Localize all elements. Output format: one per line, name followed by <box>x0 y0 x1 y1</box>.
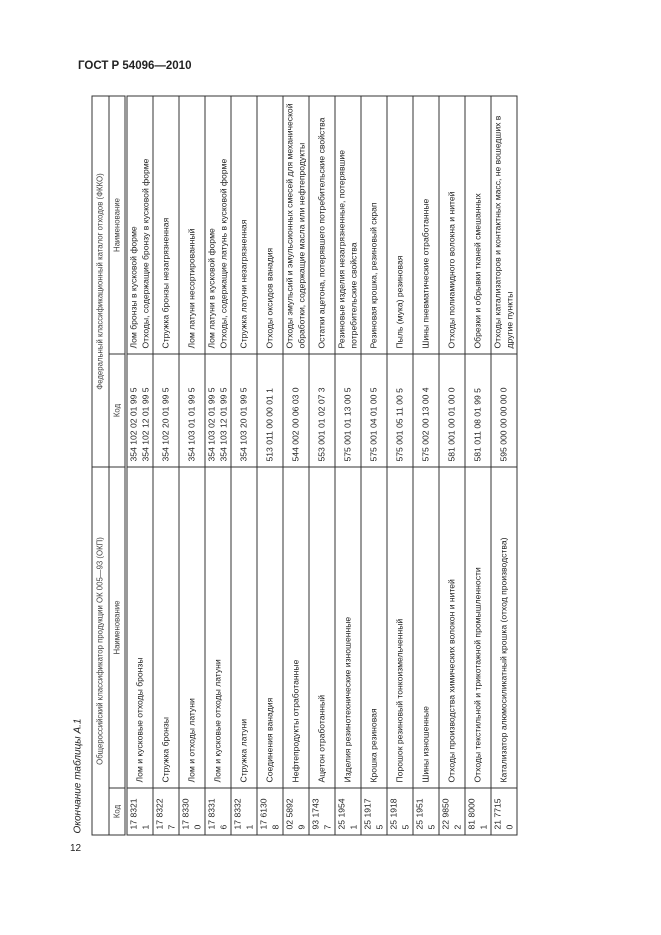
fkko-code-cell: 575 001 04 01 00 5 <box>361 354 387 467</box>
classification-table <box>91 95 517 835</box>
okp-code-cell: 17 8330 0 <box>179 788 205 835</box>
fkko-code-cell: 354 103 01 01 99 5 <box>179 354 205 467</box>
fkko-name-cell: Лом латуни в кусковой форме Отходы, содержащие латунь в кусковой форме <box>205 96 231 354</box>
header-fkko-group: Федеральный классификационный каталог отходов (ФККО) <box>92 96 109 467</box>
fkko-code-cell: 354 103 20 01 99 5 <box>231 354 257 467</box>
okp-code-cell: 21 7715 0 <box>491 788 517 835</box>
okp-name-cell: Отходы текстильной и трикотажной промышленности <box>465 467 491 788</box>
okp-name-cell: Соединения ванадия <box>257 467 283 788</box>
okp-code-cell: 17 8332 1 <box>231 788 257 835</box>
okp-name-cell: Стружка бронзы <box>153 467 179 788</box>
fkko-name-cell: Отходы оксидов ванадия <box>257 96 283 354</box>
header-okp-name: Наименование <box>108 467 126 788</box>
fkko-code-cell: 354 102 02 01 99 5 354 102 12 01 99 5 <box>126 354 153 467</box>
fkko-code-cell: 354 103 02 01 99 5 354 103 12 01 99 5 <box>205 354 231 467</box>
document-title: ГОСТ Р 54096—2010 <box>78 60 192 72</box>
okp-name-cell: Лом и кусковые отходы латуни <box>205 467 231 788</box>
okp-name-cell: Крошка резиновая <box>361 467 387 788</box>
fkko-name-cell: Отходы катализаторов и контактных масс, не вошедших в другие пункты <box>491 96 517 354</box>
okp-name-cell: Лом и отходы латуни <box>179 467 205 788</box>
fkko-code-cell: 553 001 01 02 07 3 <box>309 354 335 467</box>
fkko-name-cell: Стружка бронзы незагрязненная <box>153 96 179 354</box>
table-caption: Окончание таблицы А.1 <box>72 718 83 833</box>
fkko-code-cell: 575 002 00 13 00 4 <box>413 354 439 467</box>
table-row <box>257 96 283 835</box>
table-row <box>387 96 413 835</box>
fkko-name-cell: Шины пневматические отработанные <box>413 96 439 354</box>
table-row <box>205 96 231 835</box>
fkko-code-cell: 581 001 00 01 00 0 <box>439 354 465 467</box>
table-row <box>491 96 517 835</box>
header-okp-code: Код <box>108 788 126 835</box>
okp-code-cell: 17 8321 1 <box>126 788 153 835</box>
okp-name-cell: Лом и кусковые отходы бронзы <box>126 467 153 788</box>
okp-name-cell: Катализатор алюмосиликатный крошка (отход производства) <box>491 467 517 788</box>
okp-code-cell: 25 1918 5 <box>387 788 413 835</box>
okp-code-cell: 02 5892 9 <box>283 788 309 835</box>
table-row <box>465 96 491 835</box>
okp-code-cell: 25 1954 1 <box>335 788 361 835</box>
fkko-code-cell: 575 001 05 11 00 5 <box>387 354 413 467</box>
fkko-name-cell: Резиновая крошка, резиновый скрап <box>361 96 387 354</box>
fkko-code-cell: 595 000 00 00 00 0 <box>491 354 517 467</box>
okp-name-cell: Стружка латуни <box>231 467 257 788</box>
header-fkko-name: Наименование <box>108 96 126 354</box>
okp-code-cell: 17 6130 8 <box>257 788 283 835</box>
fkko-name-cell: Пыль (мука) резиновая <box>387 96 413 354</box>
table-row <box>153 96 179 835</box>
okp-code-cell: 25 1917 5 <box>361 788 387 835</box>
okp-name-cell: Отходы производства химических волокон и нитей <box>439 467 465 788</box>
fkko-name-cell: Отходы эмульсий и эмульсионных смесей для механической обработки, содержащие масла или нефтепродукты <box>283 96 309 354</box>
table-row <box>283 96 309 835</box>
table-row <box>413 96 439 835</box>
okp-code-cell: 22 9850 2 <box>439 788 465 835</box>
okp-code-cell: 93 1743 7 <box>309 788 335 835</box>
page-number: 12 <box>70 843 82 854</box>
fkko-code-cell: 513 011 00 00 01 1 <box>257 354 283 467</box>
header-fkko-code: Код <box>108 354 126 467</box>
okp-name-cell: Шины изношенные <box>413 467 439 788</box>
rotated-table-block <box>65 95 514 835</box>
okp-name-cell: Ацетон отработанный <box>309 467 335 788</box>
table-row <box>309 96 335 835</box>
okp-code-cell: 25 1951 5 <box>413 788 439 835</box>
okp-code-cell: 17 8322 7 <box>153 788 179 835</box>
table-row <box>126 96 153 835</box>
table-row <box>361 96 387 835</box>
okp-name-cell: Нефтепродукты отработанные <box>283 467 309 788</box>
table-row <box>231 96 257 835</box>
fkko-code-cell: 575 001 01 13 00 5 <box>335 354 361 467</box>
fkko-name-cell: Стружка латуни незагрязненная <box>231 96 257 354</box>
okp-code-cell: 17 8331 6 <box>205 788 231 835</box>
fkko-code-cell: 544 002 00 06 03 0 <box>283 354 309 467</box>
table-row <box>179 96 205 835</box>
fkko-name-cell: Лом бронзы в кусковой форме Отходы, содержащие бронзу в кусковой форме <box>126 96 153 354</box>
table-row <box>335 96 361 835</box>
fkko-name-cell: Резиновые изделия незагрязненные, потерявшие потребительские свойства <box>335 96 361 354</box>
fkko-name-cell: Отходы полиамидного волокна и нитей <box>439 96 465 354</box>
header-okp-group: Общероссийский классификатор продукции ОК 005—93 (ОКП) <box>92 467 109 835</box>
table-row <box>439 96 465 835</box>
okp-name-cell: Изделия резинотехнические изношенные <box>335 467 361 788</box>
fkko-code-cell: 581 011 08 01 99 5 <box>465 354 491 467</box>
fkko-name-cell: Остатки ацетона, потерявшего потребительские свойства <box>309 96 335 354</box>
fkko-name-cell: Обрезки и обрывки тканей смешанных <box>465 96 491 354</box>
okp-code-cell: 81 8000 1 <box>465 788 491 835</box>
fkko-name-cell: Лом латуни несортированный <box>179 96 205 354</box>
okp-name-cell: Порошок резиновый тонкоизмельченный <box>387 467 413 788</box>
fkko-code-cell: 354 102 20 01 99 5 <box>153 354 179 467</box>
